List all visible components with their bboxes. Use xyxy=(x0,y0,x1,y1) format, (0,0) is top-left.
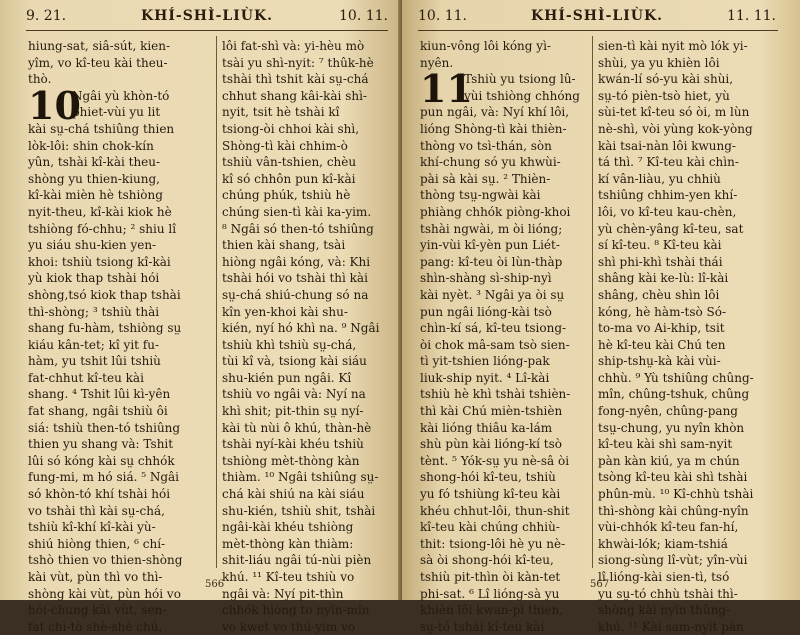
text-line: chìn-kí sá, kî-teu tsiong- xyxy=(420,321,567,336)
text-line: kài sṳ-chá tshiûng thien xyxy=(28,121,175,136)
text-line: hói-chung kài vùt, sen- xyxy=(28,603,167,618)
text-line: khú. ¹¹ Kî-teu tshiù vo xyxy=(222,570,355,584)
text-line: tsiong-òi chhoi kài shì, xyxy=(222,121,360,136)
text-line: yù chèn-yâng kî-teu, sat xyxy=(598,221,744,236)
text-line: thòng vo tsì-thán, sòn xyxy=(420,138,552,153)
text-line: òi chok mâ-sam tsò sien- xyxy=(420,337,570,352)
left-header-ref-start: 9. 21. xyxy=(26,8,67,24)
text-line: khièn lôi kwan-pì thien, xyxy=(420,603,564,618)
text-line: yin-vùi kî-yèn pun Liét- xyxy=(420,238,560,253)
text-line: pun ngâi lióng-kài tsò xyxy=(420,304,552,319)
text-line: yîm, vo kî-teu kài theu- xyxy=(28,55,168,70)
left-header-ref-end: 10. 11. xyxy=(339,8,388,24)
text-line: yu fó tshiùng kî-teu kài xyxy=(420,487,561,502)
text-line: mèt-thòng kàn thiàm: xyxy=(222,536,354,551)
text-line: sien-tì kài nyit mò lók yi- xyxy=(598,39,748,53)
text-line: nyit, tsit hè tshài kî xyxy=(222,105,340,120)
text-line: tsṳ-chung, yu nyîn khòn xyxy=(598,420,745,435)
text-line: fung-mi, m hó siá. ⁵ Ngâi xyxy=(28,470,180,485)
right-column-2 xyxy=(598,38,778,635)
text-line: chhók hiòng to nyîn-mîn xyxy=(222,603,370,618)
text-line: tshiù kî-khí kî-kài yù- xyxy=(28,520,156,535)
text-line: thit: tsiong-lôi hè yu nè- xyxy=(420,536,566,551)
chapter-drop-cap: 11 xyxy=(420,66,473,112)
text-line: kién, nyí hó khì na. ⁹ Ngâi xyxy=(222,321,380,336)
text-line: ngâi và: Nyí pit-thìn xyxy=(222,586,344,601)
text-line: tùi kî và, tsiong kài siáu xyxy=(222,354,367,369)
text-line: tshiù pit-thìn òi kàn-tet xyxy=(420,570,561,584)
text-line: kóng, hè hàm-tsò Só- xyxy=(598,304,727,319)
text-line: kî-teu kài shì sam-nyit xyxy=(598,437,733,452)
text-line: tì yit-tshien lióng-pak xyxy=(420,354,550,369)
left-column-divider xyxy=(216,36,217,568)
text-line: shòng kài vùt, pùn hói vo xyxy=(28,586,181,601)
text-line: kwán-lí só-yu kài shùi, xyxy=(598,72,734,87)
text-line: khú. ¹¹ Kài sam-nyit pàn xyxy=(598,619,744,634)
text-line: liuk-ship nyit. ⁴ Lî-kài xyxy=(420,370,550,385)
text-line: kài vùt, pùn thì vo thì- xyxy=(28,570,163,584)
text-line: shòng,tsó kiok thap tshài xyxy=(28,287,181,302)
text-line: Shòng-tì kài chhim-ò xyxy=(222,138,348,153)
text-line: pài sà kài sṳ. ² Thièn- xyxy=(420,171,551,186)
text-line: shù pùn kài lióng-kí tsò xyxy=(420,437,562,452)
text-line: thò. xyxy=(28,72,52,87)
text-line: hè kî-teu kài Chú ten xyxy=(598,337,726,352)
text-line: tshiòng fó-chhu; ² shiu lî xyxy=(28,221,177,236)
text-line: ship-tshṳ-kà kài vùi- xyxy=(598,354,721,369)
text-line: vùi-chhók kî-teu fan-hí, xyxy=(598,520,739,535)
right-header-rule xyxy=(418,30,778,31)
left-column-2 xyxy=(222,38,390,635)
text-line: hiung-sat, siâ-sút, kien- xyxy=(28,39,171,53)
text-line: vùi tshiòng chhóng xyxy=(464,88,580,103)
right-column-divider xyxy=(592,36,593,568)
left-page-number: 566 xyxy=(205,579,225,590)
text-line: thòng tsṳ-ngwài kài xyxy=(420,188,541,203)
right-page-number: 567 xyxy=(590,579,610,590)
text-line: shâng kài ke-lù: lî-kài xyxy=(598,271,729,286)
right-page-header xyxy=(418,8,776,32)
text-line: shang fu-hàm, tshiòng sṳ xyxy=(28,321,182,336)
text-line: kài tsai-nàn lôi kwung- xyxy=(598,138,736,153)
text-line: kài tù nùi ô khú, thàn-hè xyxy=(222,420,372,435)
text-line: shùi, ya yu khièn lôi xyxy=(598,55,720,70)
text-line: fat chì-tò shè-shè chú, xyxy=(28,619,163,634)
text-line: ⁸ Ngâi só then-tó tshiûng xyxy=(222,221,374,236)
text-line: shì phi-khì tshài thái xyxy=(598,254,723,269)
text-line: yûn, tshài kî-kài theu- xyxy=(28,155,161,170)
text-line: tshiù hè khì tshài tshièn- xyxy=(420,387,571,402)
text-line: hiòng ngâi kóng, và: Khi xyxy=(222,254,371,269)
text-line: shìn-shàng sì-ship-nyì xyxy=(420,271,552,286)
text-line: phûn-mù. ¹⁰ Kî-chhù tshài xyxy=(598,487,754,502)
text-line: lôi fat-shì và: yi-hèu mò xyxy=(222,39,365,53)
text-line: tsòng kî-teu kài shì tshài xyxy=(598,470,748,485)
right-page xyxy=(402,0,800,634)
text-line: shâng, chèu shìn lôi xyxy=(598,287,720,302)
text-line: shit-liáu ngâi tú-nùi pièn xyxy=(222,553,372,568)
text-line: tshiù vân-tshien, chèu xyxy=(222,155,357,170)
left-page-header xyxy=(26,8,388,32)
left-header-title: KHÍ-SHÌ-LIÙK. xyxy=(140,8,274,24)
text-line: lòk-lôi: shin chok-kín xyxy=(28,138,154,153)
text-line: shòng yu thien-kiung, xyxy=(28,171,160,186)
text-line: siong-sùng lî-vùt; yîn-vùi xyxy=(598,553,748,568)
text-line: vo tshài thì kài sṳ-chá, xyxy=(28,503,165,518)
text-line: lôi, vo kî-teu kau-chèn, xyxy=(598,204,737,219)
text-line: siá: tshiù then-tó tshiûng xyxy=(28,420,181,435)
text-line: tènt. ⁵ Yók-sṳ yu nè-sâ òi xyxy=(420,453,570,468)
text-line: thien kài shang, tsài xyxy=(222,238,346,253)
text-line: khí-chung só yu khwùi- xyxy=(420,155,561,170)
text-line: kài nyèt. ³ Ngâi ya òi sṳ xyxy=(420,287,565,302)
left-column-1 xyxy=(28,38,210,635)
text-line: tshài nyí-kài khéu tshiù xyxy=(222,437,364,452)
text-line: thì-shòng; ³ tshiù thài xyxy=(28,304,160,319)
text-line: nè-shì, vòi yùng kok-yòng xyxy=(598,121,753,136)
text-line: thiàm. ¹⁰ Ngâi tshiûng sṳ- xyxy=(222,470,379,485)
text-line: chhù. ⁹ Yù tshiûng chûng- xyxy=(598,370,754,385)
text-line: mîn, chûng-tshuk, chûng xyxy=(598,387,750,402)
text-line: tshiûng chhim-yen khí- xyxy=(598,188,738,203)
text-line: tshiòng mèt-thòng kàn xyxy=(222,453,360,468)
text-line: tshài ngwài, m òi lióng; xyxy=(420,221,563,236)
text-line: tá thì. ⁷ Kî-teu kài chìn- xyxy=(598,155,739,170)
text-line: fat shang, ngâi tshiù ôi xyxy=(28,404,168,419)
right-column-1 xyxy=(420,38,590,635)
text-line: kî só chhôn pun kî-kài xyxy=(222,171,356,186)
text-line: kî-kài mièn hè tshiòng xyxy=(28,188,163,203)
text-line: lûi só kóng kài sṳ chhók xyxy=(28,453,175,468)
text-line: kîn yen-khoi kài shu- xyxy=(222,304,348,319)
text-line: chhut shang kâi-kài shì- xyxy=(222,88,367,103)
text-line: khoi: tshiù tsiong kî-kài xyxy=(28,254,171,269)
text-line: shang. ⁴ Tshit lûi kì-yên xyxy=(28,387,171,402)
text-line: chúng phúk, tshiù hè xyxy=(222,188,351,203)
text-line: lióng Shòng-tì kài thièn- xyxy=(420,121,567,136)
left-header-rule xyxy=(26,30,388,31)
text-line: shiú hiòng thien, ⁶ chí- xyxy=(28,536,166,551)
text-line: yù kiok thap tshài hói xyxy=(28,271,160,286)
text-line: khéu chhut-lôi, thun-shit xyxy=(420,503,570,518)
right-header-title: KHÍ-SHÌ-LIÙK. xyxy=(530,8,664,24)
text-line: ngâi-kài khéu tshiòng xyxy=(222,520,354,535)
right-header-ref-start: 10. 11. xyxy=(418,8,467,24)
text-line: to-ma vo Ai-khip, tsit xyxy=(598,321,725,336)
text-line: shu-kién, tshiù shit, tshài xyxy=(222,503,376,518)
text-line: shòng kài nyîn thûng- xyxy=(598,603,731,618)
text-line: tsài yu shì-nyit: ⁷ thûk-hè xyxy=(222,55,374,70)
text-line: fat-chhut kî-teu kài xyxy=(28,370,144,385)
text-line: sà òi shong-hói kî-teu, xyxy=(420,553,554,568)
text-line: pang: kî-teu òi lùn-thàp xyxy=(420,254,563,269)
text-line: phiet-vùi yu lit xyxy=(72,105,161,120)
text-line: kiáu kân-tet; kî yit fu- xyxy=(28,337,160,352)
text-line: shu-kién pun ngâi. Kî xyxy=(222,370,352,385)
text-line: kî-teu kài chúng chhiù- xyxy=(420,520,560,535)
text-line: hàm, yu tshit lûi tshiù xyxy=(28,354,161,369)
text-line: thì kài Chú mièn-tshièn xyxy=(420,404,563,419)
text-line: lî lióng-kài sien-tì, tsó xyxy=(598,570,730,584)
text-line: tshiù vo ngâi và: Nyí na xyxy=(222,387,366,402)
text-line: phi-sat. ⁶ Lî lióng-sà yu xyxy=(420,586,560,601)
text-line: nyit-theu, kî-kài kiok hè xyxy=(28,204,172,219)
text-line: thien yu shang và: Tshit xyxy=(28,437,174,452)
text-line: sí kî-teu. ⁸ Kî-teu kài xyxy=(598,238,722,253)
text-line: sṳ-tó tshài kî-teu kài xyxy=(420,619,545,634)
text-line: fong-nyên, chûng-pang xyxy=(598,404,738,419)
text-line: pàn kàn kiú, ya m chún xyxy=(598,453,740,468)
text-line: chá kài shiú na kài siáu xyxy=(222,487,365,502)
text-line: shong-hói kî-teu, tshiù xyxy=(420,470,556,485)
chapter-drop-cap: 10 xyxy=(28,82,81,128)
text-line: khì shit; pit-thin sṳ nyí- xyxy=(222,404,364,419)
text-line: kí vân-liàu, yu chhiù xyxy=(598,171,721,186)
text-line: só khòn-tó khí tshài hói xyxy=(28,487,171,502)
text-line: sṳ-chá shiú-chung só na xyxy=(222,287,369,302)
text-line: phiàng chhók piòng-khoi xyxy=(420,204,571,219)
text-line: chúng sien-tì kài ka-yim. xyxy=(222,204,372,219)
text-line: Tshiù yu tsiong lû- xyxy=(464,72,576,87)
text-line: tshài thì tshit kài sṳ-chá xyxy=(222,72,369,87)
text-line: kài lióng thiâu ka-lám xyxy=(420,420,553,435)
text-line: nyên. xyxy=(420,55,454,70)
text-line: tshiù khì tshiù sṳ-chá, xyxy=(222,337,357,352)
text-line: khwài-lók; kiam-tshiá xyxy=(598,536,728,551)
text-line: sùi-tet kî-teu só òi, m lùn xyxy=(598,105,750,120)
text-line: yu sṳ-tó chhù tshài thì- xyxy=(598,586,738,601)
text-line: tshò thien vo thien-shòng xyxy=(28,553,183,568)
text-line: thì-shòng kài chûng-nyîn xyxy=(598,503,749,518)
text-line: Ngâi yù khòn-tó xyxy=(72,88,170,103)
text-line: tshài hói vo tshài thì kài xyxy=(222,271,368,286)
text-line: yu siáu shu-kien yen- xyxy=(28,238,157,253)
text-line: kiun-vông lôi kóng yì- xyxy=(420,39,551,53)
text-line: pun ngâi, và: Nyí khí lôi, xyxy=(420,105,570,120)
text-line: sṳ-tó pièn-tsò hiet, yù xyxy=(598,88,730,103)
right-header-ref-end: 11. 11. xyxy=(727,8,776,24)
text-line: vo kwet vo thú-yim vo xyxy=(222,619,356,634)
